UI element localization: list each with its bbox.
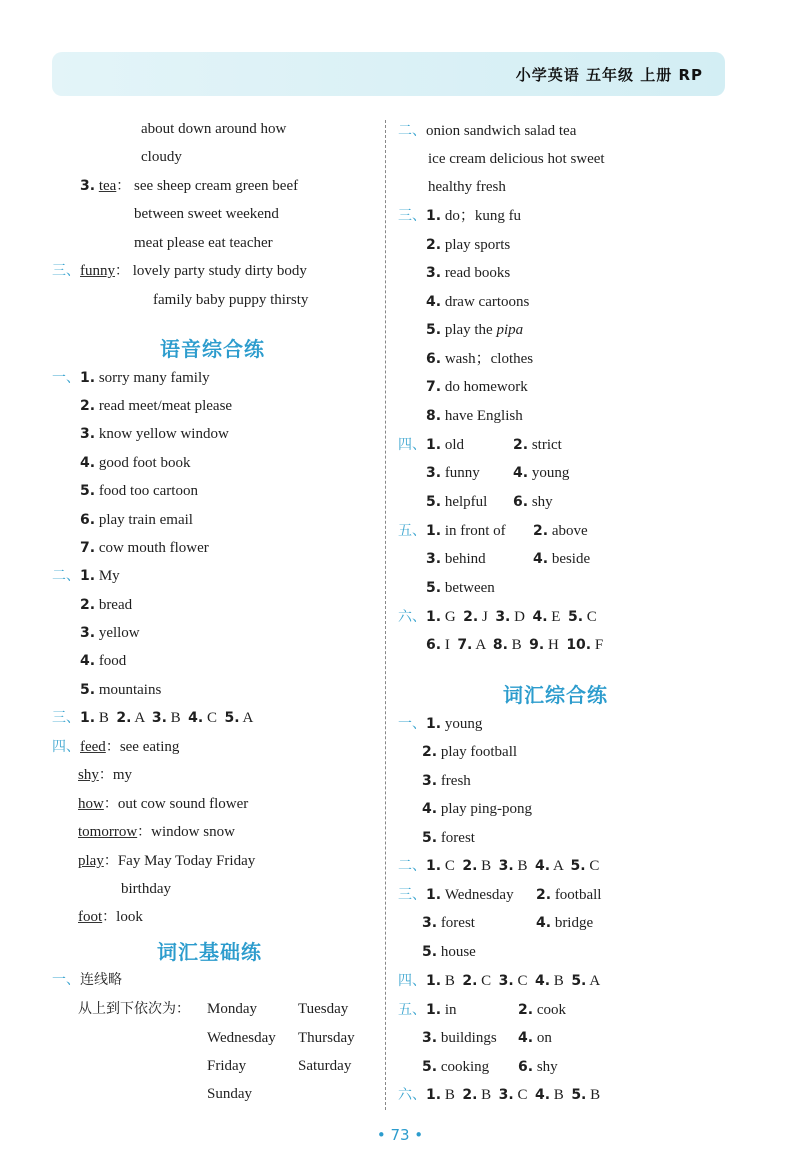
section-marker: 二、 xyxy=(398,858,426,874)
colon: ： xyxy=(103,796,118,812)
item-number: 6. xyxy=(80,512,96,528)
answer-letter: B xyxy=(444,973,455,989)
item-number: 4. xyxy=(532,609,548,625)
answer-letter: D xyxy=(514,609,525,625)
item-number: 1. xyxy=(426,208,442,224)
item-number: 5. xyxy=(422,944,438,960)
c6-row xyxy=(398,1086,600,1104)
section-marker: 四、 xyxy=(398,437,426,453)
item-number: 5. xyxy=(426,580,442,596)
item-number: 7. xyxy=(457,637,473,653)
key-word: tea xyxy=(98,178,117,194)
item-number: 4. xyxy=(536,915,552,931)
colon: ： xyxy=(102,909,117,925)
answer-letter: C xyxy=(444,858,455,874)
answer-text: football xyxy=(554,887,602,903)
answer-text: strict xyxy=(531,437,562,453)
answer-letter: C xyxy=(481,973,492,989)
item-number: 5. xyxy=(80,483,96,499)
p4-row-1 xyxy=(52,738,179,756)
r3-row-8 xyxy=(426,407,523,425)
item-number: 7. xyxy=(80,540,96,556)
p4-row-7 xyxy=(78,908,143,926)
v1-intro: 从上到下依次为： xyxy=(78,1001,190,1017)
item-number: 6. xyxy=(513,494,529,510)
r3-row-4 xyxy=(426,293,529,311)
item-number: 3. xyxy=(498,858,514,874)
item-number: 2. xyxy=(536,887,552,903)
r5-row-1 xyxy=(398,522,506,540)
section-marker: 四、 xyxy=(52,739,80,755)
answer-text: shy xyxy=(536,1059,558,1075)
answer-text: have English xyxy=(444,408,523,424)
item-number: 2. xyxy=(80,398,96,414)
item-number: 2. xyxy=(533,523,549,539)
word-list: onion sandwich salad tea xyxy=(426,123,577,139)
item-number: 6. xyxy=(426,637,442,653)
c5-item xyxy=(518,1001,566,1019)
answer-letter: C xyxy=(517,973,528,989)
item-number: 3. xyxy=(422,915,438,931)
item-number: 4. xyxy=(80,455,96,471)
r3-row-1 xyxy=(398,207,521,225)
answer-letter: I xyxy=(444,637,450,653)
r5-item xyxy=(426,579,495,597)
answer-letter: C xyxy=(517,1087,528,1103)
item-number: 4. xyxy=(518,1030,534,1046)
day: Tuesday xyxy=(298,1001,349,1017)
answer-text: play football xyxy=(440,744,518,760)
r6-row-2 xyxy=(426,636,603,654)
section-marker: 一、 xyxy=(52,370,80,386)
item-number: 1. xyxy=(426,609,442,625)
day: Thursday xyxy=(298,1030,355,1046)
item-number: 2. xyxy=(513,437,529,453)
answer-text: mountains xyxy=(98,682,162,698)
item-number: 5. xyxy=(570,858,586,874)
p2-row-5 xyxy=(80,681,161,699)
answer-text: bread xyxy=(98,597,133,613)
answer-text: play the xyxy=(444,322,493,338)
p1-row-5 xyxy=(80,482,198,500)
key-word: play xyxy=(78,853,104,869)
answer-letter: B xyxy=(98,710,109,726)
p4-row-5 xyxy=(78,852,255,870)
item-number: 4. xyxy=(534,1087,551,1103)
r4-item xyxy=(513,464,569,482)
r4-item xyxy=(426,493,487,511)
v1-row xyxy=(52,971,122,989)
c1-row-5 xyxy=(422,829,475,847)
section-title: 词汇综合练 xyxy=(503,683,608,707)
p4-row-3 xyxy=(78,795,248,813)
item-number: 5. xyxy=(426,322,442,338)
item-number: 3. xyxy=(498,973,514,989)
item-number: 1. xyxy=(426,1087,442,1103)
section-title: 词汇基础练 xyxy=(157,940,262,964)
section-marker: 四、 xyxy=(398,973,426,989)
p1-row-6 xyxy=(80,511,193,529)
item-number: 1. xyxy=(426,437,442,453)
item-number: 1. xyxy=(80,370,96,386)
section-marker: 一、 xyxy=(398,716,426,732)
item-number: 1. xyxy=(426,887,442,903)
answer-text: helpful xyxy=(444,494,488,510)
c5-item xyxy=(422,1029,497,1047)
c5-item xyxy=(422,1058,489,1076)
item-number: 3. xyxy=(80,426,96,442)
r4-row-1 xyxy=(398,436,464,454)
answer-text: in front of xyxy=(444,523,506,539)
answer-text: Wednesday xyxy=(444,887,514,903)
answer-text: food xyxy=(98,653,127,669)
item-number: 3. xyxy=(422,1030,438,1046)
section-marker: 二、 xyxy=(398,123,426,139)
answer-text: young xyxy=(444,716,483,732)
answer-text: behind xyxy=(444,551,486,567)
day: Monday xyxy=(207,1001,257,1017)
word-list: look xyxy=(116,909,143,925)
item-number: 4. xyxy=(188,710,204,726)
item-number: 1. xyxy=(426,523,442,539)
answer-text: good foot book xyxy=(98,455,191,471)
item-number: 3. xyxy=(426,265,442,281)
c1-row-1 xyxy=(398,715,482,733)
section-marker: 五、 xyxy=(398,1002,426,1018)
item-number: 1. xyxy=(426,716,442,732)
answer-letter: F xyxy=(594,637,604,653)
answer-letter: B xyxy=(517,858,528,874)
item-number: 4. xyxy=(426,294,442,310)
p1-row-7 xyxy=(80,539,209,557)
item-number: 2. xyxy=(462,973,478,989)
item-number: 8. xyxy=(492,637,508,653)
day: Saturday xyxy=(298,1058,352,1074)
section-marker: 六、 xyxy=(398,1087,426,1103)
key-word: foot xyxy=(78,909,103,925)
answer-letter: C xyxy=(206,710,217,726)
word-list: see sheep cream green beef xyxy=(134,178,299,194)
key-word: tomorrow xyxy=(78,824,138,840)
answer-letter: C xyxy=(589,858,600,874)
header-text: 小学英语 五年级 上册 RP xyxy=(515,66,703,84)
item-number: 3. xyxy=(498,1087,514,1103)
item-number: 7. xyxy=(426,379,442,395)
answer-text: read meet/meat please xyxy=(98,398,233,414)
item-number: 4. xyxy=(534,858,551,874)
r4-item xyxy=(513,493,553,511)
colon: ： xyxy=(115,263,129,279)
answer-text: young xyxy=(531,465,570,481)
answer-text: beside xyxy=(551,551,591,567)
answer-text: My xyxy=(98,568,120,584)
answer-letter: A xyxy=(134,710,145,726)
answer-letter: A xyxy=(475,637,486,653)
answer-letter: B xyxy=(444,1087,455,1103)
item-number: 6. xyxy=(426,351,442,367)
key-word: shy xyxy=(78,767,99,783)
answer-text: shy xyxy=(531,494,553,510)
c5-item xyxy=(518,1029,552,1047)
item-number: 5. xyxy=(224,710,240,726)
c3-item xyxy=(536,914,593,932)
section-marker: 二、 xyxy=(52,568,80,584)
answer-letter: B xyxy=(511,637,522,653)
section-marker: 五、 xyxy=(398,523,426,539)
answer-letter: B xyxy=(590,1087,601,1103)
answer-text: fresh xyxy=(440,773,471,789)
word-list: meat please eat teacher xyxy=(134,235,273,251)
colon: ： xyxy=(137,824,152,840)
word-list: my xyxy=(112,767,133,783)
c1-row-4 xyxy=(422,800,532,818)
answer-text: draw cartoons xyxy=(444,294,530,310)
item-number: 1. xyxy=(426,858,442,874)
item-number: 5. xyxy=(567,609,584,625)
answer-letter: B xyxy=(481,1087,492,1103)
section-marker: 一、 xyxy=(52,972,80,988)
answer-text: read books xyxy=(444,265,511,281)
key-word: how xyxy=(78,796,104,812)
item-number: 2. xyxy=(426,237,442,253)
p1-row-1 xyxy=(52,369,210,387)
item-number: 3. xyxy=(426,551,442,567)
r3-row-3 xyxy=(426,264,510,282)
r2-row-3: healthy fresh xyxy=(428,179,506,195)
r5-item xyxy=(533,522,588,540)
word-list: see eating xyxy=(119,739,180,755)
answer-text: between xyxy=(444,580,495,596)
section-3-row xyxy=(52,262,307,280)
item-number: 3. xyxy=(495,609,511,625)
item-number: 2. xyxy=(80,597,96,613)
colon: ： xyxy=(98,767,113,783)
r3-row-2 xyxy=(426,236,510,254)
word-list: between sweet weekend xyxy=(134,206,279,222)
r5-item xyxy=(533,550,590,568)
p1-row-2 xyxy=(80,397,232,415)
p2-row-3 xyxy=(80,624,140,642)
item-number: 2. xyxy=(422,744,438,760)
item-number: 3. xyxy=(80,625,96,641)
answer-letter: B xyxy=(170,710,181,726)
answer-text: know yellow window xyxy=(98,426,229,442)
r2-row-1 xyxy=(398,122,576,140)
answer-letter: B xyxy=(553,973,564,989)
answer-letter: A xyxy=(552,858,563,874)
item-number: 4. xyxy=(534,973,551,989)
item-number: 5. xyxy=(422,1059,438,1075)
answer-text: cow mouth flower xyxy=(98,540,209,556)
c4-row xyxy=(398,972,600,990)
answer-text: do homework xyxy=(444,379,528,395)
item-number: 1. xyxy=(80,568,96,584)
answer-text: sorry many family xyxy=(98,370,210,386)
item-number: 2. xyxy=(462,1087,478,1103)
c1-row-3 xyxy=(422,772,471,790)
item-number: 2. xyxy=(116,710,132,726)
c2-row xyxy=(398,857,599,875)
section-marker: 三、 xyxy=(52,263,80,279)
item-number: 4. xyxy=(513,465,529,481)
answer-text: food too cartoon xyxy=(98,483,198,499)
answer-text: on xyxy=(536,1030,552,1046)
c3-item xyxy=(536,886,601,904)
answer-text: forest xyxy=(440,830,475,846)
section-marker: 三、 xyxy=(398,208,426,224)
item-number: 1. xyxy=(426,1002,442,1018)
answer-letter: H xyxy=(547,637,559,653)
item-number: 9. xyxy=(529,637,545,653)
answer-text: bridge xyxy=(554,915,594,931)
item-number: 1. xyxy=(80,710,96,726)
item-3-row xyxy=(80,177,298,195)
answer-text: above xyxy=(551,523,588,539)
p1-row-3 xyxy=(80,425,229,443)
p2-row-4 xyxy=(80,652,126,670)
answer-text: play ping-pong xyxy=(440,801,533,817)
r3-row-6 xyxy=(426,350,533,368)
c1-row-2 xyxy=(422,743,517,761)
item-number: 5. xyxy=(426,494,442,510)
p3-row xyxy=(52,709,253,727)
label-text: 连线略 xyxy=(80,972,122,988)
item-number: 4. xyxy=(80,653,96,669)
answer-text: cook xyxy=(536,1002,566,1018)
section-marker: 六、 xyxy=(398,609,426,625)
answer-letter: A xyxy=(589,973,601,989)
key-word: feed xyxy=(80,739,106,755)
item-number: 5. xyxy=(422,830,438,846)
answer-letter: B xyxy=(553,1087,564,1103)
c3-item xyxy=(422,914,475,932)
answer-text: house xyxy=(440,944,476,960)
c5-item xyxy=(518,1058,558,1076)
word-list: out cow sound flower xyxy=(117,796,249,812)
answer-letter: C xyxy=(586,609,597,625)
section-marker: 三、 xyxy=(52,710,80,726)
item-number: 3. xyxy=(426,465,442,481)
answer-text: forest xyxy=(440,915,475,931)
r2-row-2: ice cream delicious hot sweet xyxy=(428,151,605,167)
r4-item xyxy=(513,436,562,454)
item-number: 8. xyxy=(426,408,442,424)
c3-row-1 xyxy=(398,886,514,904)
answer-letter: A xyxy=(242,710,254,726)
c3-item xyxy=(422,943,476,961)
word-list: family baby puppy thirsty xyxy=(153,292,309,308)
r3-row-5 xyxy=(426,321,523,339)
p2-row-1 xyxy=(52,567,120,585)
item-number: 2. xyxy=(518,1002,534,1018)
colon: ： xyxy=(116,178,131,194)
r3-row-7 xyxy=(426,378,528,396)
day: Sunday xyxy=(207,1086,252,1102)
p4-row-4 xyxy=(78,823,235,841)
c5-row-1 xyxy=(398,1001,456,1019)
item-number: 1. xyxy=(426,973,442,989)
p4-row-6: birthday xyxy=(121,881,171,897)
p2-row-2 xyxy=(80,596,132,614)
answer-letter: J xyxy=(481,609,488,625)
answer-text: cooking xyxy=(440,1059,490,1075)
item-number: 5. xyxy=(571,1087,587,1103)
answer-text: wash；clothes xyxy=(444,351,534,367)
word-list: Fay May Today Friday xyxy=(117,853,256,869)
item-number: 3. xyxy=(422,773,438,789)
colon: ： xyxy=(105,739,120,755)
answer-letter: E xyxy=(551,609,561,625)
item-number: 5. xyxy=(571,973,587,989)
item-number: 4. xyxy=(533,551,549,567)
column-divider xyxy=(385,120,386,1110)
day: Wednesday xyxy=(207,1030,276,1046)
item-number: 10. xyxy=(566,637,592,653)
continued-line: cloudy xyxy=(141,149,182,165)
answer-text: in xyxy=(444,1002,457,1018)
page-header xyxy=(52,52,725,96)
item-number: 3. xyxy=(151,710,167,726)
answer-letter: G xyxy=(444,609,456,625)
answer-text: play train email xyxy=(98,512,193,528)
day: Friday xyxy=(207,1058,247,1074)
section-marker: 三、 xyxy=(398,887,426,903)
answer-text: do；kung fu xyxy=(444,208,522,224)
item-number: 3. xyxy=(80,178,96,194)
p4-row-2 xyxy=(78,766,132,784)
item-number: 4. xyxy=(422,801,438,817)
section-title: 语音综合练 xyxy=(160,337,265,361)
italic-word: pipa xyxy=(496,322,524,338)
answer-text: yellow xyxy=(98,625,140,641)
answer-text: old xyxy=(444,437,464,453)
item-number: 6. xyxy=(518,1059,534,1075)
p1-row-4 xyxy=(80,454,190,472)
word-list: window snow xyxy=(151,824,235,840)
answer-text: funny xyxy=(444,465,480,481)
item-number: 5. xyxy=(80,682,96,698)
answer-text: play sports xyxy=(444,237,511,253)
colon: ： xyxy=(103,853,118,869)
item-number: 2. xyxy=(463,609,479,625)
item-number: 2. xyxy=(462,858,478,874)
word-list: lovely party study dirty body xyxy=(132,263,307,279)
r4-item xyxy=(426,464,480,482)
answer-text: buildings xyxy=(440,1030,497,1046)
continued-line: about down around how xyxy=(141,121,287,137)
r6-row-1 xyxy=(398,608,597,626)
answer-letter: B xyxy=(481,858,492,874)
page-number: • 73 • xyxy=(376,1126,424,1144)
key-word: funny xyxy=(80,263,115,279)
r5-item xyxy=(426,550,486,568)
